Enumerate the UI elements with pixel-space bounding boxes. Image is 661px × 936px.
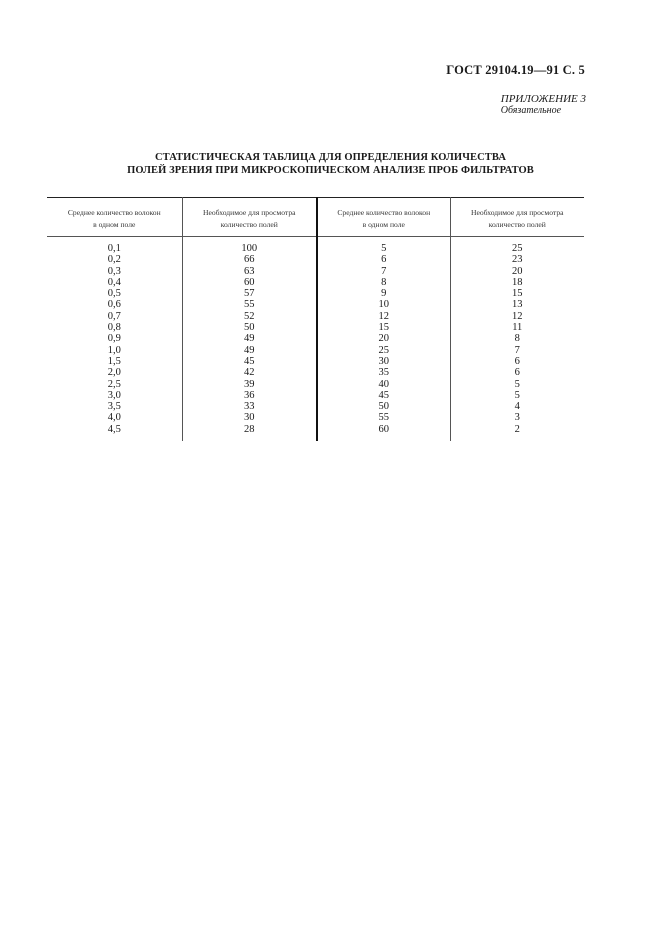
table-cell: 9: [317, 288, 450, 299]
table-cell: 5: [514, 389, 520, 401]
table-cell: 8: [514, 333, 520, 345]
table-title-line-2: ПОЛЕЙ ЗРЕНИЯ ПРИ МИКРОСКОПИЧЕСКОМ АНАЛИЗЕ ПРОБ ФИЛЬТРАТОВ: [127, 165, 534, 176]
table-cell: 4: [514, 401, 520, 413]
table-cell: 3: [514, 412, 520, 424]
table-cell: 0,6: [47, 299, 182, 310]
column-header-text: количество полей: [220, 220, 278, 229]
table-cell: 33: [182, 401, 317, 412]
table-cell: 3,0: [47, 390, 182, 401]
table-cell: 20: [512, 265, 523, 277]
appendix-number: ПРИЛОЖЕНИЕ 3: [500, 93, 586, 105]
table-cell: 50: [317, 401, 450, 412]
table-cell: 0,1: [47, 237, 182, 255]
table-cell: 2: [514, 423, 520, 435]
document-reference: ГОСТ 29104.19—91 С. 5: [446, 63, 585, 77]
table-cell: 50: [182, 322, 317, 333]
table-row: [47, 333, 584, 344]
table-cell: 63: [182, 266, 317, 277]
table-cell: 28: [182, 424, 317, 441]
table-row: [47, 266, 584, 277]
table-cell: 60: [317, 424, 450, 441]
column-header-text: в одном поле: [362, 220, 405, 229]
column-header-avg-fibers-1: [47, 198, 182, 237]
table-row: [47, 237, 584, 255]
table-cell: 15: [512, 288, 523, 300]
table-cell: 35: [317, 367, 450, 378]
table-cell: 66: [182, 254, 317, 265]
table-cell: 49: [182, 333, 317, 344]
table-cell: 4,0: [47, 412, 182, 423]
table-cell: 60: [182, 277, 317, 288]
table-cell: 0,8: [47, 322, 182, 333]
column-header-required-fields-1: [182, 198, 317, 237]
table-cell: 13: [512, 299, 523, 311]
table-cell: 30: [182, 412, 317, 423]
table-cell: 0,4: [47, 277, 182, 288]
table-cell: 18: [512, 276, 523, 288]
table-cell: 45: [182, 356, 317, 367]
column-header-text: Среднее количество волокон: [337, 208, 431, 217]
table-cell: 0,9: [47, 333, 182, 344]
table-row: [47, 322, 584, 333]
table-row: [47, 254, 584, 265]
table-cell: 5: [317, 237, 450, 255]
table-cell: 25: [317, 345, 450, 356]
table-cell: 8: [317, 277, 450, 288]
table-row: [47, 277, 584, 288]
table-cell: 15: [317, 322, 450, 333]
column-header-required-fields-2: [450, 198, 584, 237]
appendix-label: [501, 93, 586, 117]
table-cell: 6: [514, 355, 520, 367]
table-cell: 42: [182, 367, 317, 378]
table-row: [47, 356, 584, 367]
table-row: [47, 367, 584, 378]
column-header-avg-fibers-2: [317, 198, 450, 237]
table-cell: 1,0: [47, 345, 182, 356]
table-cell: 2,5: [47, 379, 182, 390]
column-header-text: Необходимое для просмотра: [470, 208, 564, 217]
table-cell: 0,5: [47, 288, 182, 299]
table-cell: 3,5: [47, 401, 182, 412]
table-cell: 23: [512, 254, 523, 266]
table-cell: 1,5: [47, 356, 182, 367]
table-cell: 25: [512, 243, 523, 254]
table-cell: 20: [317, 333, 450, 344]
table-cell: 39: [182, 379, 317, 390]
table-title: [0, 151, 661, 177]
table-cell: 6: [514, 367, 520, 379]
table-cell: 55: [182, 299, 317, 310]
column-header-text: в одном поле: [93, 220, 136, 229]
table-row: [47, 390, 584, 401]
table-cell: 10: [317, 299, 450, 310]
table-cell: 4,5: [47, 424, 182, 441]
table-row: [47, 288, 584, 299]
table-cell: 100: [182, 237, 317, 255]
table-cell: 0,3: [47, 266, 182, 277]
column-header-text: количество полей: [488, 220, 546, 229]
table-row: [47, 311, 584, 322]
table-body: [47, 237, 584, 442]
appendix-status: Обязательное: [500, 105, 562, 116]
table-row: [47, 345, 584, 356]
statistical-table: [47, 197, 584, 441]
table-cell: 2,0: [47, 367, 182, 378]
table-cell: 45: [317, 390, 450, 401]
table-title-line-1: СТАТИСТИЧЕСКАЯ ТАБЛИЦА ДЛЯ ОПРЕДЕЛЕНИЯ КОЛИЧЕСТВА: [154, 152, 507, 163]
table-row: [47, 379, 584, 390]
table-row: [47, 412, 584, 423]
table-cell: 0,7: [47, 311, 182, 322]
table-cell: 55: [317, 412, 450, 423]
table-row: [47, 299, 584, 310]
table-cell: 12: [512, 310, 523, 322]
column-header-text: Среднее количество волокон: [67, 208, 161, 217]
table-row: [47, 424, 584, 441]
table-cell: 7: [317, 266, 450, 277]
column-header-text: Необходимое для просмотра: [202, 208, 296, 217]
table-cell: 36: [182, 390, 317, 401]
table-cell: 0,2: [47, 254, 182, 265]
table-cell: 11: [512, 322, 523, 334]
table-cell: 52: [182, 311, 317, 322]
table-cell: 5: [514, 378, 520, 390]
table-cell: 12: [317, 311, 450, 322]
table-cell: 40: [317, 379, 450, 390]
table-cell: 6: [317, 254, 450, 265]
table-row: [47, 401, 584, 412]
table-cell: 49: [182, 345, 317, 356]
table-cell: 7: [514, 344, 520, 356]
table-cell: 57: [182, 288, 317, 299]
table-header-row: [47, 198, 584, 237]
table-cell: 30: [317, 356, 450, 367]
